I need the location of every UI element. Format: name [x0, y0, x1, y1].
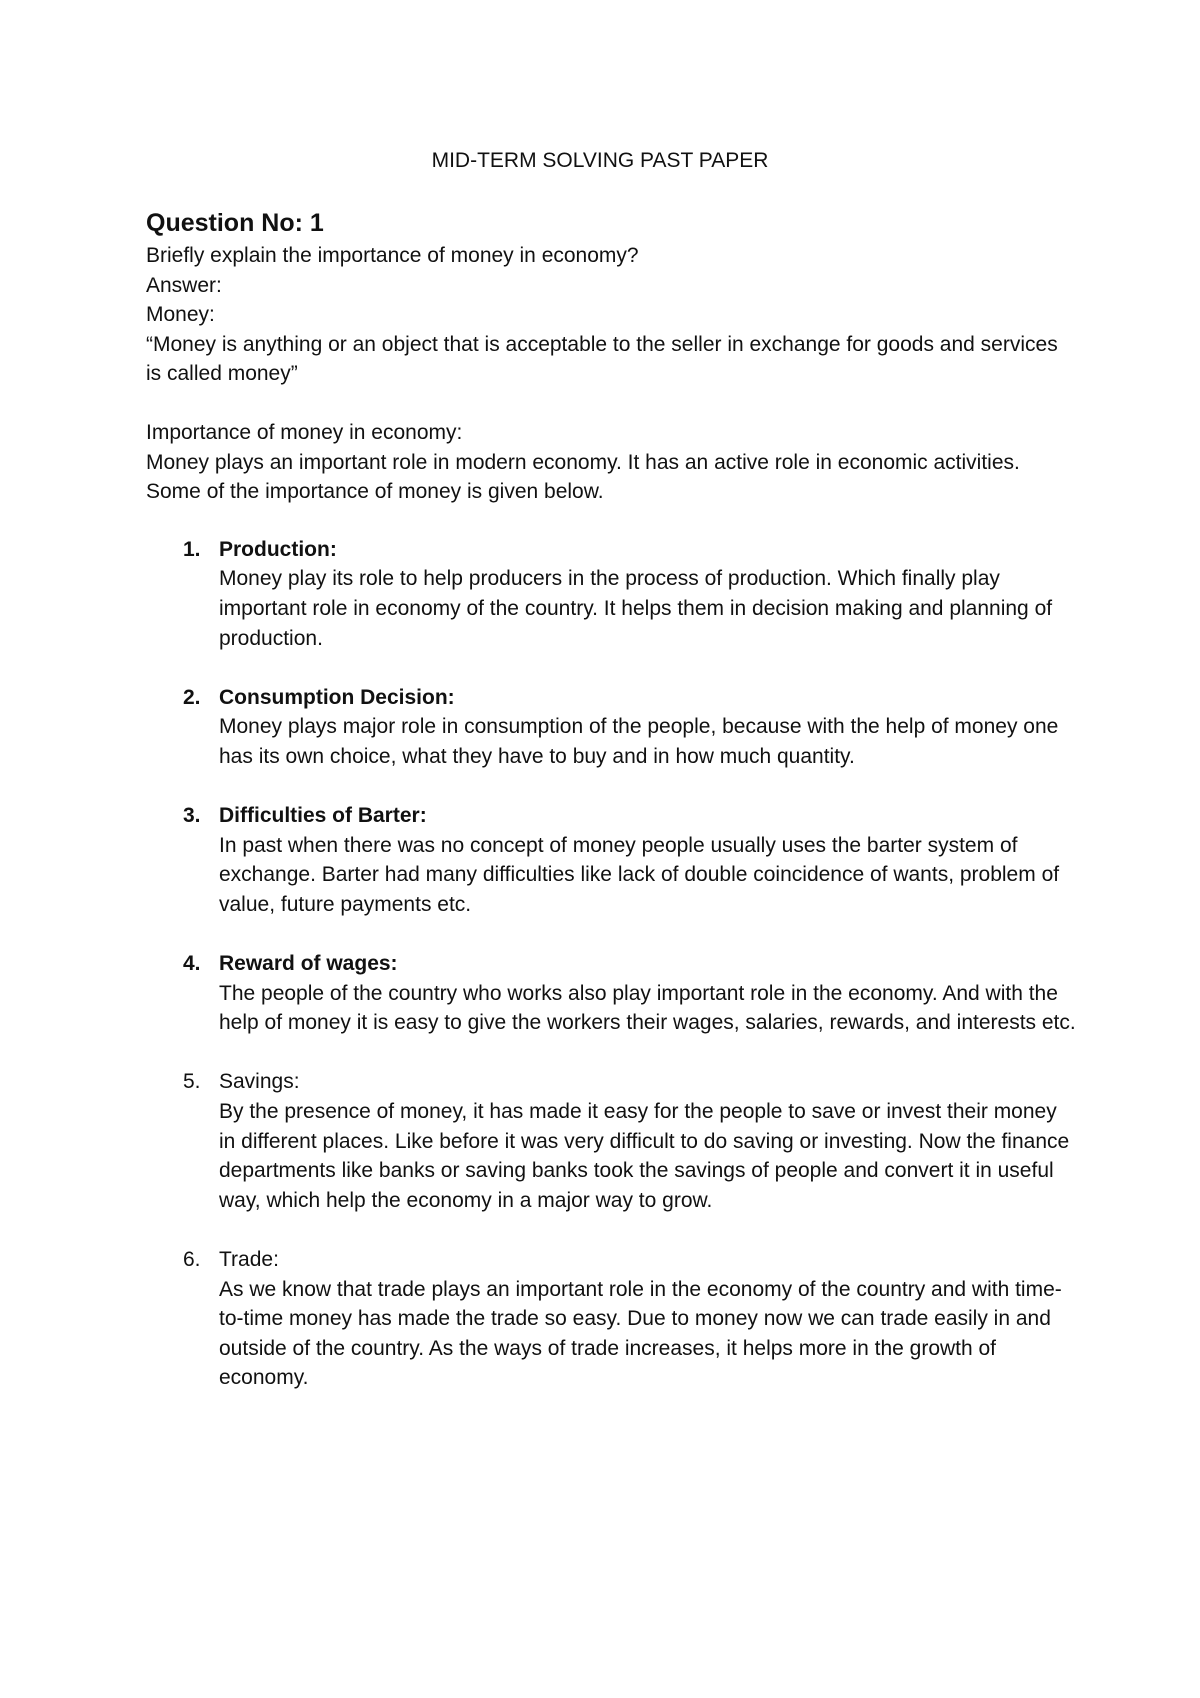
list-item-text: As we know that trade plays an important role in the economy of the country and with time-to-time money has made the trade so easy. Due to money now we can trade easily in and outside of the country. As the ways of trade increases, it helps more in the growth of economy.	[219, 1277, 1062, 1390]
list-item	[146, 1245, 1076, 1393]
list-item-title: Consumption Decision:	[219, 685, 455, 709]
money-definition: “Money is anything or an object that is acceptable to the seller in exchange for goods and services is called money”	[146, 332, 1058, 386]
answer-label: Answer:	[146, 273, 222, 297]
money-label: Money:	[146, 303, 215, 327]
importance-list	[146, 535, 1076, 1393]
document-title: MID-TERM SOLVING PAST PAPER	[431, 149, 769, 172]
list-item	[146, 801, 1076, 919]
list-item	[146, 1067, 1076, 1215]
list-item	[146, 535, 1076, 653]
list-item-text: By the presence of money, it has made it easy for the people to save or invest their money in different places. Like before it was very difficult to do saving or investing. Now the finance departments like banks or saving banks took the savings of people and convert it in useful way, which help the economy in a major way to grow.	[219, 1100, 1070, 1212]
paragraph-gap	[146, 389, 1076, 418]
list-item-number: 5.	[183, 1070, 201, 1094]
list-item-title: Production:	[219, 537, 337, 561]
list-item-text: The people of the country who works also play important role in the economy. And with the help of money it is easy to give the workers their wages, salaries, rewards, and interests etc.	[219, 981, 1076, 1035]
list-item-number: 3.	[183, 804, 201, 828]
list-item-title: Trade:	[219, 1248, 279, 1271]
list-item-text: In past when there was no concept of money people usually uses the barter system of exchange. Barter had many difficulties like lack of double coincidence of wants, problem of value, future payments etc.	[219, 833, 1060, 916]
question-text: Briefly explain the importance of money in economy?	[146, 244, 639, 267]
list-item-text: Money plays major role in consumption of the people, because with the help of money one has its own choice, what they have to buy and in how much quantity.	[219, 715, 1059, 768]
list-item-number: 1.	[183, 537, 201, 561]
list-item-number: 6.	[183, 1248, 201, 1271]
importance-heading: Importance of money in economy:	[146, 420, 463, 444]
question-heading: Question No: 1	[146, 209, 324, 237]
list-item	[146, 949, 1076, 1038]
list-item-number: 2.	[183, 685, 201, 709]
list-item-title: Difficulties of Barter:	[219, 804, 427, 828]
document-body	[146, 207, 1076, 1423]
intro-paragraph: Money plays an important role in modern economy. It has an active role in economic activities. Some of the importance of money is given below.	[146, 450, 1020, 504]
list-item	[146, 683, 1076, 772]
list-item-text: Money play its role to help producers in the process of production. Which finally play important role in economy of the country. It helps them in decision making and planning of production.	[219, 567, 1053, 650]
list-item-title: Reward of wages:	[219, 952, 398, 976]
list-item-number: 4.	[183, 952, 201, 976]
list-item-title: Savings:	[219, 1070, 300, 1094]
